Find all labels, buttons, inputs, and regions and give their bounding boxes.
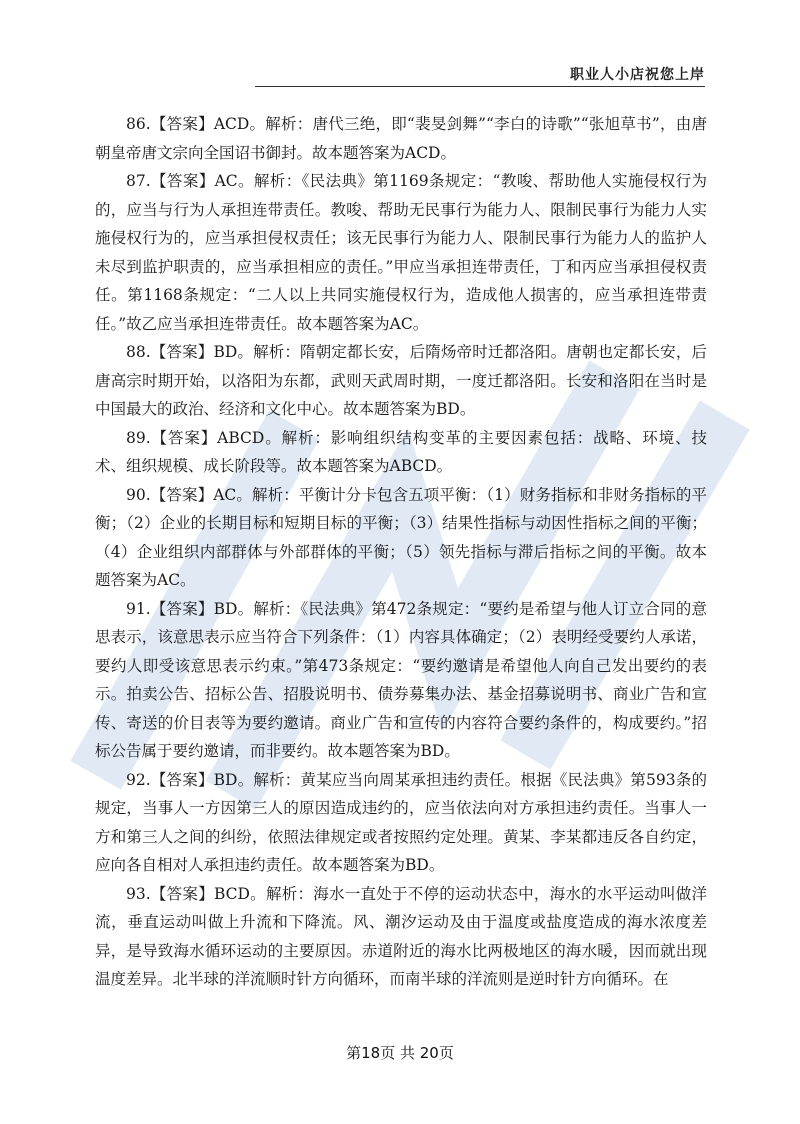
answer-91: 91.【答案】BD。解析：《民法典》第472条规定：“要约是希望与他人订立合同的意思表示，该意思表示应当符合下列条件：（1）内容具体确定；（2）表明经受要约人承诺，要约人即受该意思表示约束。”第473条规定：“要约邀请是希望他人向自己发出要约的表示。拍卖公告、招标公告、招股说明书、债券募集办法、基金招募说明书、商业广告和宣传、寄送的价目表等为要约邀请。商业广告和宣传的内容符合要约条件的，构成要约。”招标公告属于要约邀请，而非要约。故本题答案为BD。 — [95, 599, 707, 760]
answer-90: 90.【答案】AC。解析：平衡计分卡包含五项平衡：（1）财务指标和非财务指标的平衡；（2）企业的长期目标和短期目标的平衡；（3）结果性指标与动因性指标之间的平衡；（4）企业组织内部群体与外部群体的平衡；（5）领先指标与滞后指标之间的平衡。故本题答案为AC。 — [95, 485, 707, 589]
page-number: 第18页 共 20页 — [346, 1044, 454, 1062]
answer-86: 86.【答案】ACD。解析：唐代三绝，即“裴旻剑舞”“李白的诗歌”“张旭草书”，由唐朝皇帝唐文宗向全国诏书御封。故本题答案为ACD。 — [95, 115, 707, 162]
answer-89: 89.【答案】ABCD。解析：影响组织结构变革的主要因素包括：战略、环境、技术、组织规模、成长阶段等。故本题答案为ABCD。 — [95, 428, 707, 475]
answer-list — [95, 110, 707, 994]
answer-93: 93.【答案】BCD。解析：海水一直处于不停的运动状态中，海水的水平运动叫做洋流，垂直运动叫做上升流和下降流。风、潮汐运动及由于温度或盐度造成的海水浓度差异，是导致海水循环运动的主要原因。赤道附近的海水比两极地区的海水暖，因而就出现温度差异。北半球的洋流顺时针方向循环，而南半球的洋流则是逆时针方向循环。在 — [95, 884, 707, 988]
answer-92: 92.【答案】BD。解析：黄某应当向周某承担违约责任。根据《民法典》第593条的规定，当事人一方因第三人的原因造成违约的，应当依法向对方承担违约责任。当事人一方和第三人之间的纠纷，依照法律规定或者按照约定处理。黄某、李某都违反各自约定，应向各自相对人承担违约责任。故本题答案为BD。 — [95, 770, 707, 874]
answer-87: 87.【答案】AC。解析：《民法典》第1169条规定：“教唆、帮助他人实施侵权行为的，应当与行为人承担连带责任。教唆、帮助无民事行为能力人、限制民事行为能力人实施侵权行为的，应当承担侵权责任；该无民事行为能力人、限制民事行为能力人的监护人未尽到监护职责的，应当承担相应的责任。”甲应当承担连带责任，丁和丙应当承担侵权责任。第1168条规定：“二人以上共同实施侵权行为，造成他人损害的，应当承担连带责任。”故乙应当承担连带责任。故本题答案为AC。 — [95, 172, 707, 333]
header-divider — [255, 86, 705, 87]
answer-88: 88.【答案】BD。解析：隋朝定都长安，后隋炀帝时迁都洛阳。唐朝也定都长安，后唐高宗时期开始，以洛阳为东都，武则天武周时期，一度迁都洛阳。长安和洛阳在当时是中国最大的政治、经济和文化中心。故本题答案为BD。 — [95, 343, 707, 418]
header-title: 职业人小店祝您上岸 — [570, 67, 705, 83]
